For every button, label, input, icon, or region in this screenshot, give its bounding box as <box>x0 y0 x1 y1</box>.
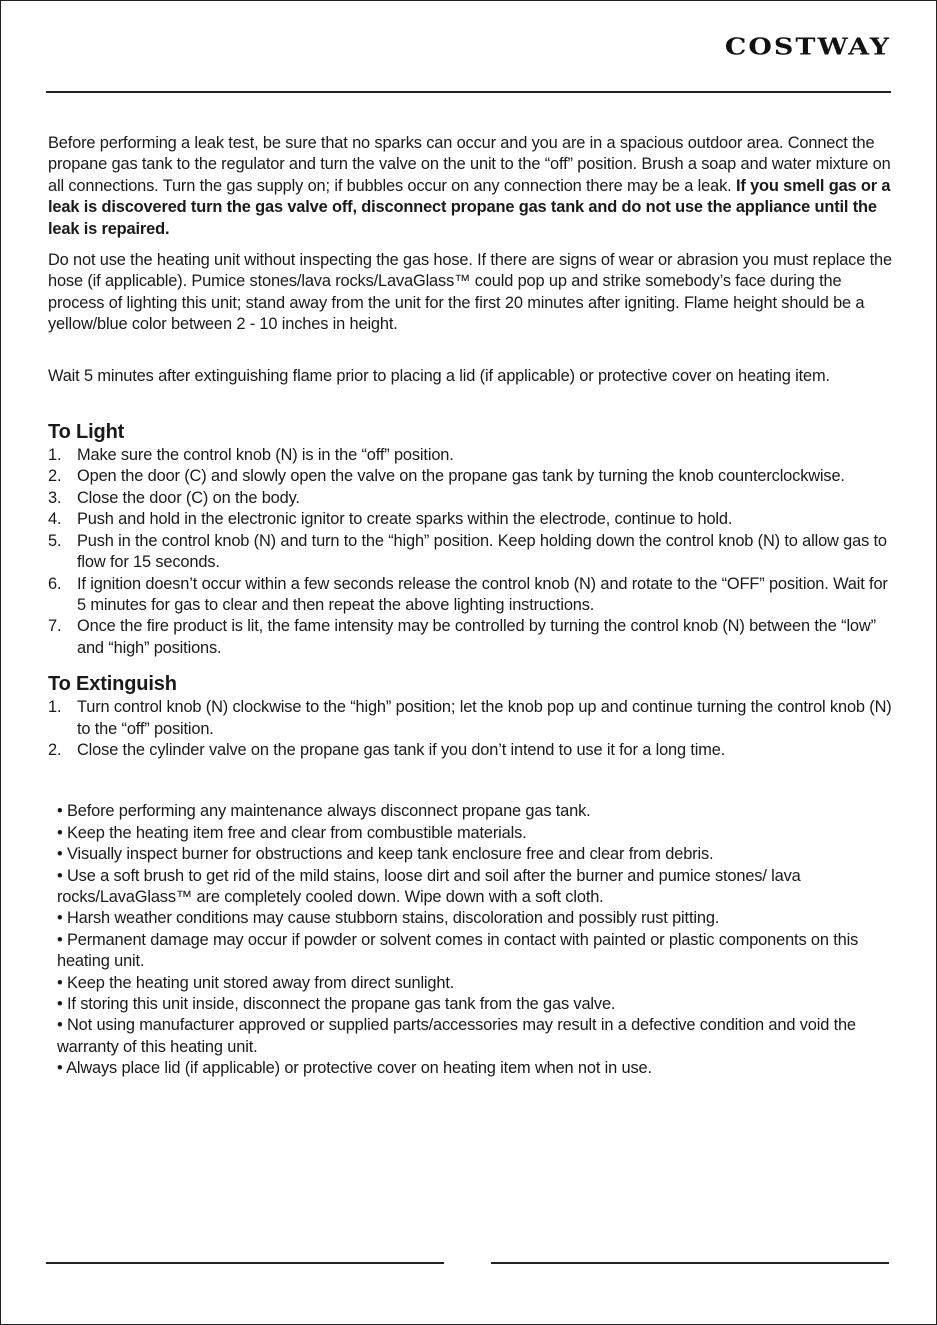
list-item: • Harsh weather conditions may cause stubborn stains, discoloration and possibly rust pitting. <box>57 909 720 928</box>
hose-inspection-paragraph: Do not use the heating unit without inspecting the gas hose. If there are signs of wear or abrasion you must replace the hose (if applicable). Pumice stones/lava rocks/LavaGlass™ could pop up and strike somebody’s face during the process of lighting this unit; stand away from the unit for the first 20 minutes after igniting. Flame height should be a yellow/blue color between 2 - 10 inches in height. <box>48 251 892 334</box>
step-text: Push in the control knob (N) and turn to the “high” position. Keep holding down the control knob (N) to allow gas to flow for 15 seconds. <box>77 531 887 572</box>
step-number: 1. <box>48 698 62 717</box>
list-item <box>48 509 894 530</box>
list-item <box>48 574 894 617</box>
step-number: 6. <box>48 574 62 593</box>
footer-rule-right <box>491 1262 889 1264</box>
list-item: • Visually inspect burner for obstructions and keep tank enclosure free and clear from debris. <box>57 845 714 864</box>
to-extinguish-steps <box>48 697 894 761</box>
leak-test-text: Before performing a leak test, be sure that no sparks can occur and you are in a spacious outdoor area. Connect the propane gas tank to the regulator and turn the valve on the unit to the “off” position. Brush a soap and water mixture on all connections. Turn the gas supply on; if bubbles occur on any connection there may be a leak. <box>48 134 891 195</box>
list-item: • Before performing any maintenance always disconnect propane gas tank. <box>57 802 591 821</box>
to-light-heading: To Light <box>48 421 125 444</box>
header-rule <box>46 91 891 93</box>
list-item: • Keep the heating item free and clear from combustible materials. <box>57 823 527 842</box>
step-text: Open the door (C) and slowly open the valve on the propane gas tank by turning the knob counterclockwise. <box>77 467 845 486</box>
leak-test-paragraph <box>48 133 894 240</box>
step-number: 2. <box>48 467 62 486</box>
step-text: Turn control knob (N) clockwise to the “high” position; let the knob pop up and continue turning the control knob (N) to the “off” position. <box>77 698 892 738</box>
wait-note-paragraph: Wait 5 minutes after extinguishing flame prior to placing a lid (if applicable) or protective cover on heating item. <box>48 366 830 385</box>
to-light-steps <box>48 445 894 659</box>
list-item: • Permanent damage may occur if powder or solvent comes in contact with painted or plastic components on this heating unit. <box>57 930 859 971</box>
step-text: If ignition doesn’t occur within a few seconds release the control knob (N) and rotate to the “OFF” position. Wait for 5 minutes for gas to clear and then repeat the above lighting instructions. <box>77 574 888 614</box>
step-text: Push and hold in the electronic ignitor to create sparks within the electrode, continue to hold. <box>77 510 733 529</box>
step-number: 5. <box>48 531 62 550</box>
step-number: 7. <box>48 617 62 636</box>
list-item <box>48 697 894 740</box>
step-text: Make sure the control knob (N) is in the “off” position. <box>77 446 454 465</box>
step-text: Close the cylinder valve on the propane gas tank if you don’t intend to use it for a long time. <box>77 740 726 759</box>
list-item: • Keep the heating unit stored away from direct sunlight. <box>57 973 455 992</box>
step-number: 4. <box>48 510 62 529</box>
list-item <box>48 531 894 574</box>
step-text: Once the fire product is lit, the fame intensity may be controlled by turning the control knob (N) between the “low” and “high” positions. <box>77 617 876 657</box>
step-number: 3. <box>48 488 62 507</box>
list-item <box>48 466 894 487</box>
maintenance-bullets <box>57 801 894 1079</box>
brand-logo: COSTWAY <box>724 34 891 61</box>
list-item: • Use a soft brush to get rid of the mild stains, loose dirt and soil after the burner and pumice stones/ lava rocks/LavaGlass™ are completely cooled down. Wipe down with a soft cloth. <box>57 866 801 906</box>
step-text: Close the door (C) on the body. <box>77 488 300 507</box>
list-item: • Not using manufacturer approved or supplied parts/accessories may result in a defective condition and void the warranty of this heating unit. <box>57 1016 856 1056</box>
list-item <box>48 488 894 509</box>
leak-test-warning: If you smell gas or a leak is discovered turn the gas valve off, disconnect propane gas tank and do not use the appliance until the leak is repaired. <box>48 176 891 238</box>
step-number: 1. <box>48 446 62 465</box>
list-item: • Always place lid (if applicable) or protective cover on heating item when not in use. <box>57 1059 652 1078</box>
list-item <box>48 445 894 466</box>
list-item <box>48 616 894 659</box>
list-item: • If storing this unit inside, disconnect the propane gas tank from the gas valve. <box>57 995 616 1013</box>
list-item <box>48 740 894 761</box>
document-body <box>48 133 894 1080</box>
footer-rule-left <box>46 1262 444 1264</box>
to-extinguish-heading: To Extinguish <box>48 673 177 696</box>
step-number: 2. <box>48 740 62 759</box>
